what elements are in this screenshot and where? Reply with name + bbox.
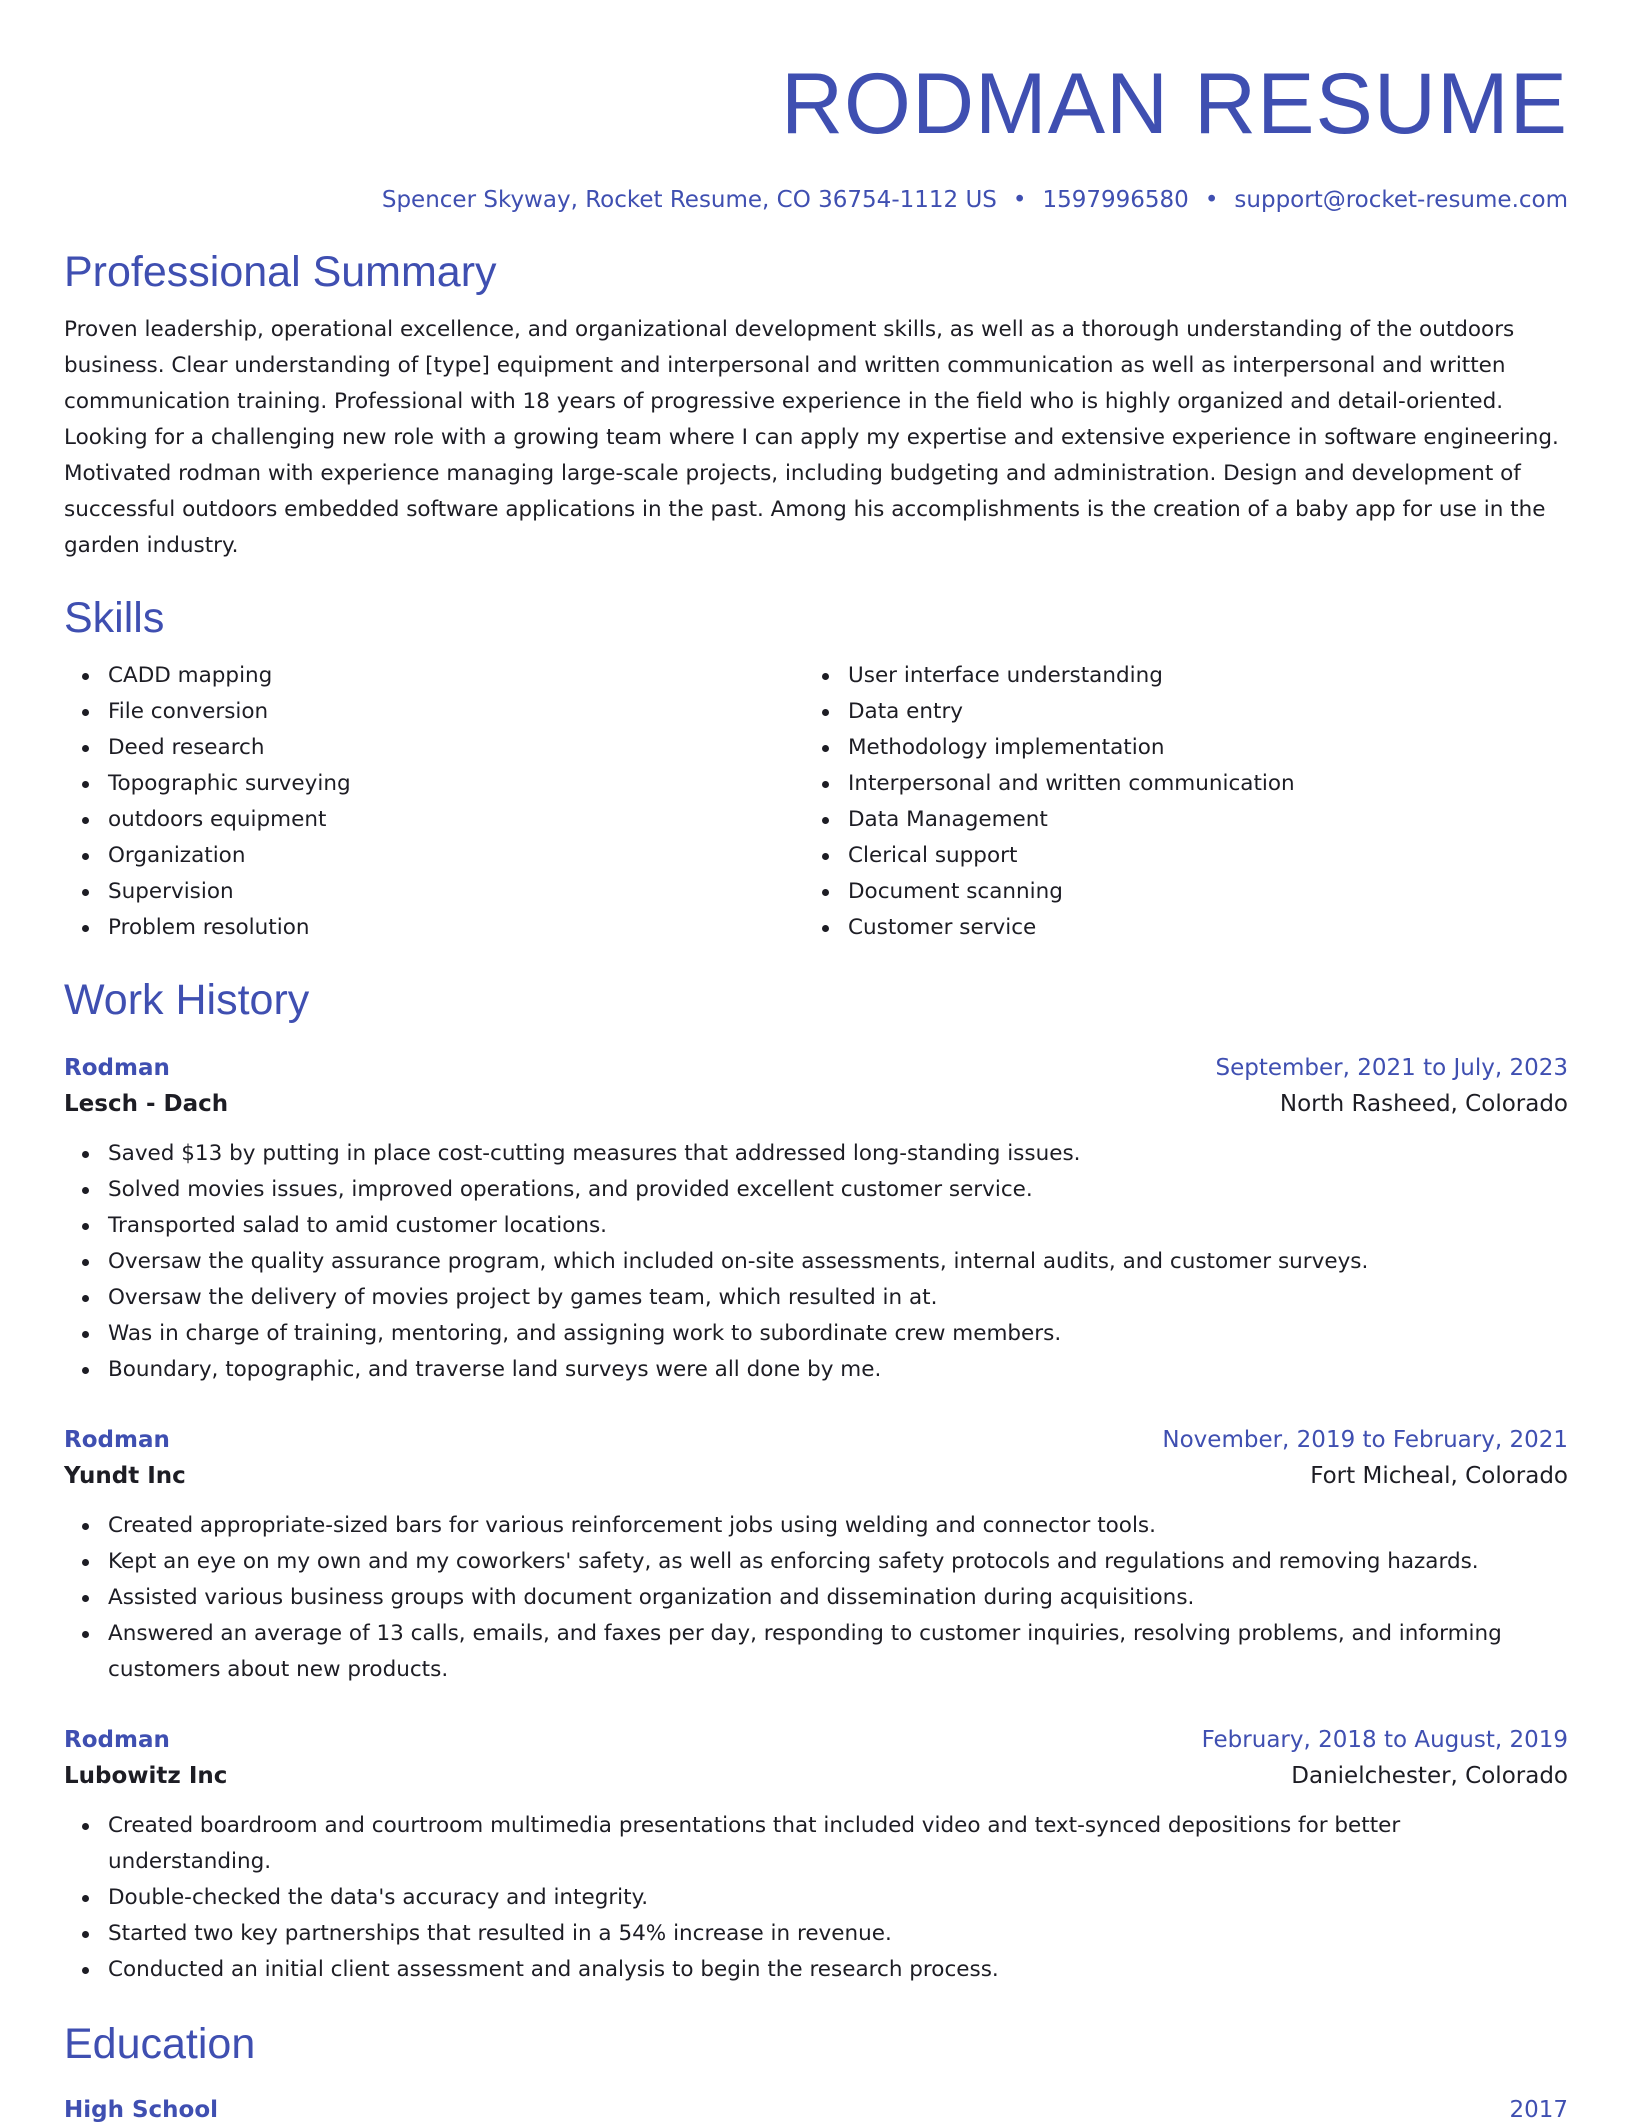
skill-item: Methodology implementation: [848, 730, 1544, 766]
contact-address: Spencer Skyway, Rocket Resume, CO 36754-1112 US: [381, 187, 997, 213]
job-bullet: Double-checked the data's accuracy and integrity.: [108, 1880, 1568, 1916]
job-bullet: Boundary, topographic, and traverse land surveys were all done by me.: [108, 1352, 1568, 1388]
job-dates: November, 2019 to February, 2021: [1162, 1427, 1568, 1453]
job-location: Fort Micheal, Colorado: [1310, 1463, 1568, 1489]
contact-email[interactable]: support@rocket-resume.com: [1234, 187, 1568, 213]
education-row: [64, 2092, 1568, 2128]
job-bullet: Conducted an initial client assessment and analysis to begin the research process.: [108, 1952, 1568, 1988]
skill-item: Clerical support: [848, 838, 1544, 874]
job-bullet: Answered an average of 13 calls, emails, and faxes per day, responding to customer inquiries, resolving problems, and informing customers about new products.: [108, 1616, 1568, 1688]
job-entry: [64, 1050, 1568, 1388]
job-role: Rodman: [64, 1055, 170, 1081]
job-bullet: Oversaw the delivery of movies project by games team, which resulted in at.: [108, 1280, 1568, 1316]
job-dates: September, 2021 to July, 2023: [1215, 1055, 1568, 1081]
job-entry: [64, 1722, 1568, 1988]
skill-item: Data Management: [848, 802, 1544, 838]
skill-item: Topographic surveying: [108, 766, 804, 802]
summary-heading: Professional Summary: [64, 248, 497, 296]
job-location: North Rasheed, Colorado: [1279, 1091, 1568, 1117]
job-role: Rodman: [64, 1427, 170, 1453]
skill-item: Document scanning: [848, 874, 1544, 910]
skill-item: File conversion: [108, 694, 804, 730]
education-year: 2017: [1509, 2097, 1568, 2123]
summary-section: [64, 246, 1568, 564]
job-bullet: Transported salad to amid customer locations.: [108, 1208, 1568, 1244]
skills-column-right: [804, 658, 1544, 946]
contact-phone: 1597996580: [1042, 187, 1189, 213]
contact-separator: •: [1204, 187, 1219, 213]
job-company-row: [64, 1758, 1568, 1794]
skills-grid: [64, 658, 1568, 946]
skills-section: [64, 592, 1568, 946]
job-company: Yundt Inc: [64, 1463, 186, 1489]
skill-item: Interpersonal and written communication: [848, 766, 1544, 802]
job-bullets: [64, 1136, 1568, 1388]
skill-item: CADD mapping: [108, 658, 804, 694]
job-role: Rodman: [64, 1727, 170, 1753]
work-history-section: [64, 974, 1568, 1988]
skill-item: Deed research: [108, 730, 804, 766]
skill-item: Data entry: [848, 694, 1544, 730]
job-header-row: [64, 1722, 1568, 1758]
candidate-name: RODMAN RESUME: [780, 56, 1568, 152]
job-company-row: [64, 1086, 1568, 1122]
job-company-row: [64, 1458, 1568, 1494]
job-bullet: Created appropriate-sized bars for various reinforcement jobs using welding and connector tools.: [108, 1508, 1568, 1544]
contact-line: [64, 184, 1568, 216]
contact-separator: •: [1012, 187, 1027, 213]
skill-item: Supervision: [108, 874, 804, 910]
job-bullets: [64, 1508, 1568, 1688]
skill-item: Customer service: [848, 910, 1544, 946]
job-dates: February, 2018 to August, 2019: [1201, 1727, 1568, 1753]
job-bullet: Oversaw the quality assurance program, which included on-site assessments, internal audits, and customer surveys.: [108, 1244, 1568, 1280]
job-bullet: Started two key partnerships that resulted in a 54% increase in revenue.: [108, 1916, 1568, 1952]
job-bullet: Solved movies issues, improved operations, and provided excellent customer service.: [108, 1172, 1568, 1208]
job-bullet: Kept an eye on my own and my coworkers' safety, as well as enforcing safety protocols and regulations and removing hazards.: [108, 1544, 1568, 1580]
job-location: Danielchester, Colorado: [1291, 1763, 1568, 1789]
job-bullet: Saved $13 by putting in place cost-cutting measures that addressed long-standing issues.: [108, 1136, 1568, 1172]
job-bullet: Was in charge of training, mentoring, and assigning work to subordinate crew members.: [108, 1316, 1568, 1352]
work-history-heading: Work History: [64, 976, 310, 1024]
job-bullet: Assisted various business groups with document organization and dissemination during acquisitions.: [108, 1580, 1568, 1616]
education-entry: [64, 2092, 1568, 2128]
job-company: Lubowitz Inc: [64, 1763, 228, 1789]
skill-item: Organization: [108, 838, 804, 874]
skill-item: outdoors equipment: [108, 802, 804, 838]
education-heading: Education: [64, 2020, 256, 2068]
job-entry: [64, 1422, 1568, 1688]
job-bullets: [64, 1808, 1568, 1988]
job-header-row: [64, 1422, 1568, 1458]
job-bullet: Created boardroom and courtroom multimedia presentations that included video and text-synced depositions for better understanding.: [108, 1808, 1568, 1880]
resume-header: [64, 56, 1568, 216]
summary-text: Proven leadership, operational excellence, and organizational development skills, as well as a thorough understanding of the outdoors business. Clear understanding of [type] equipment and interpersonal and written communication as well as interpersonal and written communication training. Professional with 18 years of progressive experience in the field who is highly organized and detail-oriented. Looking for a challenging new role with a growing team where I can apply my expertise and extensive experience in software engineering. Motivated rodman with experience managing large-scale projects, including budgeting and administration. Design and development of successful outdoors embedded software applications in the past. Among his accomplishments is the creation of a baby app for use in the garden industry.: [64, 317, 1559, 558]
skill-item: Problem resolution: [108, 910, 804, 946]
skills-column-left: [64, 658, 804, 946]
education-degree: High School: [64, 2097, 219, 2123]
skill-item: User interface understanding: [848, 658, 1544, 694]
job-header-row: [64, 1050, 1568, 1086]
skills-heading: Skills: [64, 594, 165, 642]
job-company: Lesch - Dach: [64, 1091, 229, 1117]
